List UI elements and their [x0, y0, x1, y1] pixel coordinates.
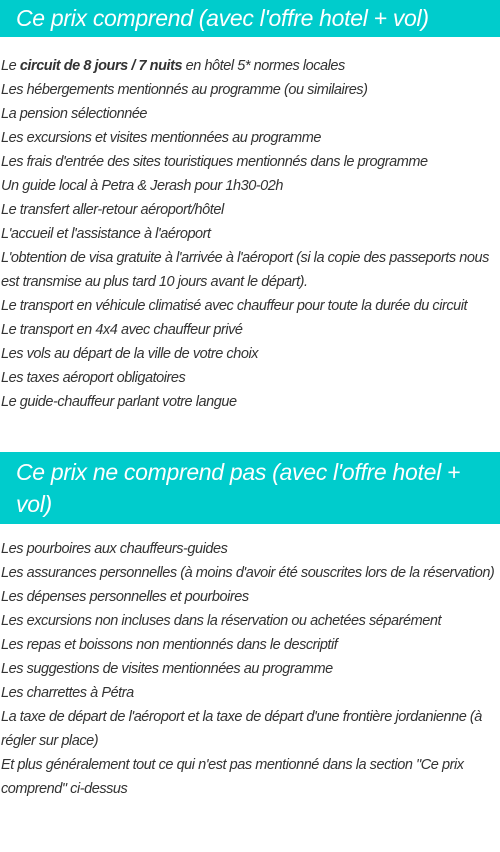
list-item: Un guide local à Petra & Jerash pour 1h30-02h — [1, 178, 284, 194]
list-item: L'accueil et l'assistance à l'aéroport — [1, 226, 211, 242]
item-suffix: en hôtel 5* normes locales — [182, 58, 345, 74]
list-item: Les vols au départ de la ville de votre choix — [1, 346, 259, 362]
price-includes-section — [0, 0, 500, 414]
list-item: Les charrettes à Pétra — [1, 685, 134, 701]
includes-list — [0, 37, 500, 414]
list-item: Les dépenses personnelles et pourboires — [1, 589, 249, 605]
list-item: Les excursions non incluses dans la réservation ou achetées séparément — [1, 613, 442, 629]
list-item: La pension sélectionnée — [1, 106, 148, 122]
list-item: Le transfert aller-retour aéroport/hôtel — [1, 202, 224, 218]
list-item: L'obtention de visa gratuite à l'arrivée à l'aéroport (si la copie des passeports nous est transmise au plus tard 10 jours avant le départ). — [1, 250, 489, 290]
list-item — [1, 54, 500, 78]
list-item: Les suggestions de visites mentionnées au programme — [1, 661, 333, 677]
list-item: Et plus généralement tout ce qui n'est pas mentionné dans la section "Ce prix comprend" ci-dessus — [1, 757, 464, 797]
section-spacer — [0, 414, 500, 452]
list-item: Les repas et boissons non mentionnés dans le descriptif — [1, 637, 338, 653]
list-item: Les pourboires aux chauffeurs-guides — [1, 541, 228, 557]
list-item: Les taxes aéroport obligatoires — [1, 370, 186, 386]
list-item: Les excursions et visites mentionnées au programme — [1, 130, 322, 146]
item-prefix: Le — [1, 58, 20, 74]
list-item: Les hébergements mentionnés au programme (ou similaires) — [1, 82, 368, 98]
item-bold: circuit de 8 jours / 7 nuits — [19, 58, 183, 74]
excludes-list — [0, 524, 500, 801]
price-excludes-section — [0, 452, 500, 801]
list-item: La taxe de départ de l'aéroport et la taxe de départ d'une frontière jordanienne (à régler sur place) — [1, 709, 482, 749]
list-item: Les frais d'entrée des sites touristiques mentionnés dans le programme — [1, 154, 428, 170]
list-item: Le guide-chauffeur parlant votre langue — [1, 394, 237, 410]
includes-header: Ce prix comprend (avec l'offre hotel + vol) — [0, 0, 500, 37]
list-item: Le transport en véhicule climatisé avec chauffeur pour toute la durée du circuit — [1, 298, 468, 314]
list-item: Le transport en 4x4 avec chauffeur privé — [1, 322, 243, 338]
list-item: Les assurances personnelles (à moins d'avoir été souscrites lors de la réservation) — [1, 565, 495, 581]
excludes-header: Ce prix ne comprend pas (avec l'offre hotel + vol) — [0, 452, 500, 524]
